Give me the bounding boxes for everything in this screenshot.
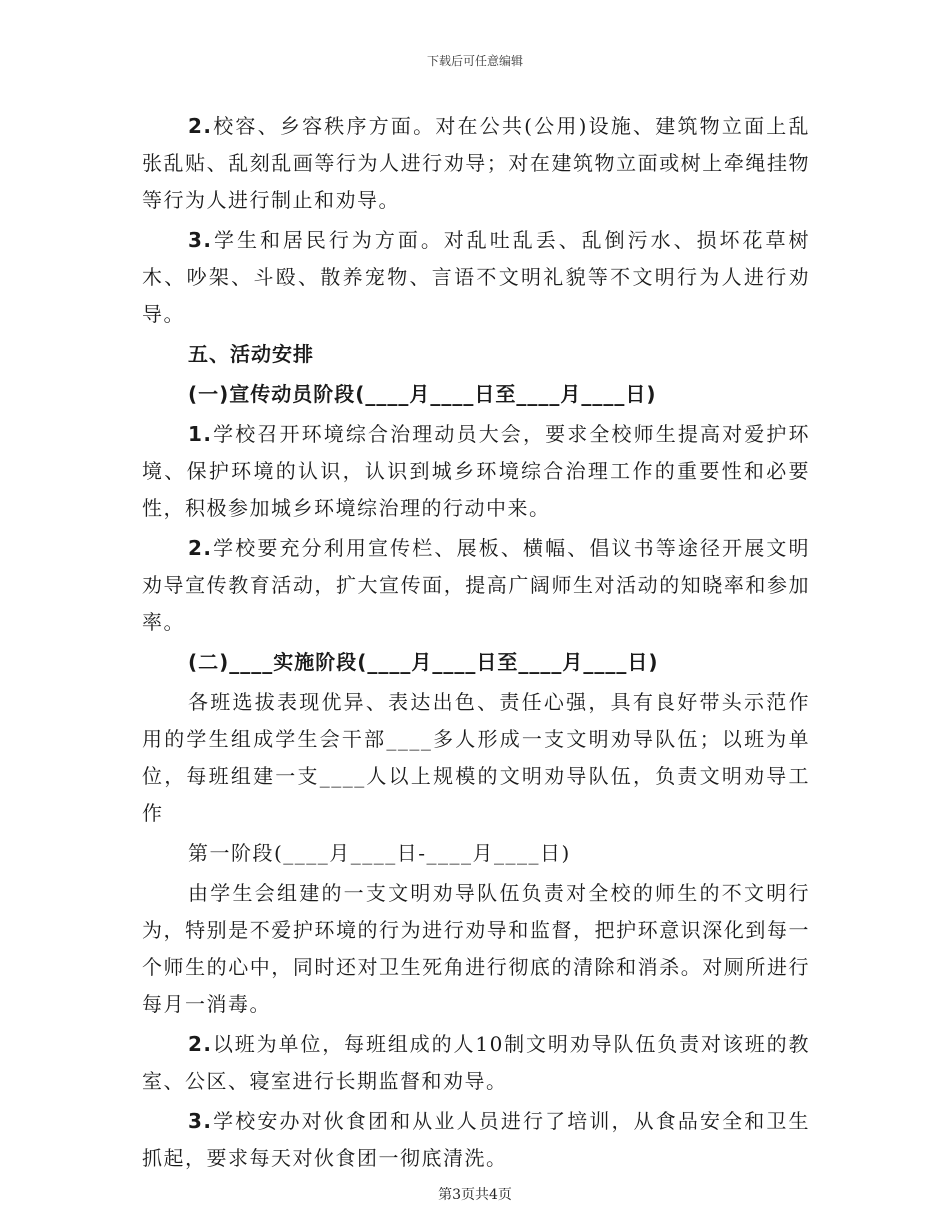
item-number: 2. <box>188 114 213 138</box>
paragraph-campus-order <box>142 108 810 219</box>
paragraph-text: 各班选拔表现优异、表达出色、责任心强，具有良好带头示范作用的学生组成学生会干部____多人形成一支文明劝导队伍；以班为单位，每班组建一支____人以上规模的文明劝导队伍，负责文明劝导工作 <box>142 690 810 825</box>
subsection-heading-mobilization: (一)宣传动员阶段(____月____日至____月____日) <box>188 382 657 406</box>
paragraph-team-selection <box>142 684 810 832</box>
paragraph-student-union-team <box>142 875 810 1023</box>
paragraph-publicity <box>142 530 810 641</box>
item-number: 2. <box>188 1032 213 1056</box>
subsection-heading-implementation: (二)____实施阶段(____月____日至____月____日) <box>188 650 659 674</box>
paragraph-text: 校容、乡容秩序方面。对在公共(公用)设施、建筑物立面上乱张乱贴、乱刻乱画等行为人进行劝导；对在建筑物立面或树上牵绳挂物等行为人进行制止和劝导。 <box>142 114 810 212</box>
paragraph-text: 学校召开环境综合治理动员大会，要求全校师生提高对爱护环境、保护环境的认识，认识到城乡环境综合治理工作的重要性和必要性，积极参加城乡环境综治理的行动中来。 <box>142 422 810 520</box>
section-heading-activity-plan: 五、活动安排 <box>188 342 314 366</box>
paragraph-text: 以班为单位，每班组成的人10制文明劝导队伍负责对该班的教室、公区、寝室进行长期监督和劝导。 <box>142 1032 810 1093</box>
paragraph-phase-one <box>142 835 810 872</box>
page-footer: 第3页共4页 <box>438 1187 512 1203</box>
paragraph-text: 第一阶段(____月____日-____月____日) <box>188 841 571 865</box>
paragraph-mobilization-meeting <box>142 416 810 527</box>
paragraph-text: 学校安办对伙食团和从业人员进行了培训，从食品安全和卫生抓起，要求每天对伙食团一彻底清洗。 <box>142 1109 810 1170</box>
item-number: 1. <box>188 422 213 446</box>
item-number: 3. <box>188 1109 213 1133</box>
paragraph-text: 学校要充分利用宣传栏、展板、横幅、倡议书等途径开展文明劝导宣传教育活动，扩大宣传面，提高广阔师生对活动的知晓率和参加率。 <box>142 536 810 634</box>
paragraph-behavior <box>142 222 810 333</box>
item-number: 2. <box>188 536 213 560</box>
paragraph-text: 学生和居民行为方面。对乱吐乱丢、乱倒污水、损坏花草树木、吵架、斗殴、散养宠物、言语不文明礼貌等不文明行为人进行劝导。 <box>142 228 810 326</box>
paragraph-canteen-training <box>142 1103 810 1177</box>
paragraph-class-team <box>142 1026 810 1100</box>
paragraph-text: 由学生会组建的一支文明劝导队伍负责对全校的师生的不文明行为，特别是不爱护环境的行为进行劝导和监督，把护环意识深化到每一个师生的心中，同时还对卫生死角进行彻底的清除和消杀。对厕所进行每月一消毒。 <box>142 881 810 1016</box>
page-header: 下载后可任意编辑 <box>426 54 523 68</box>
document-body <box>142 108 810 1180</box>
item-number: 3. <box>188 228 213 252</box>
